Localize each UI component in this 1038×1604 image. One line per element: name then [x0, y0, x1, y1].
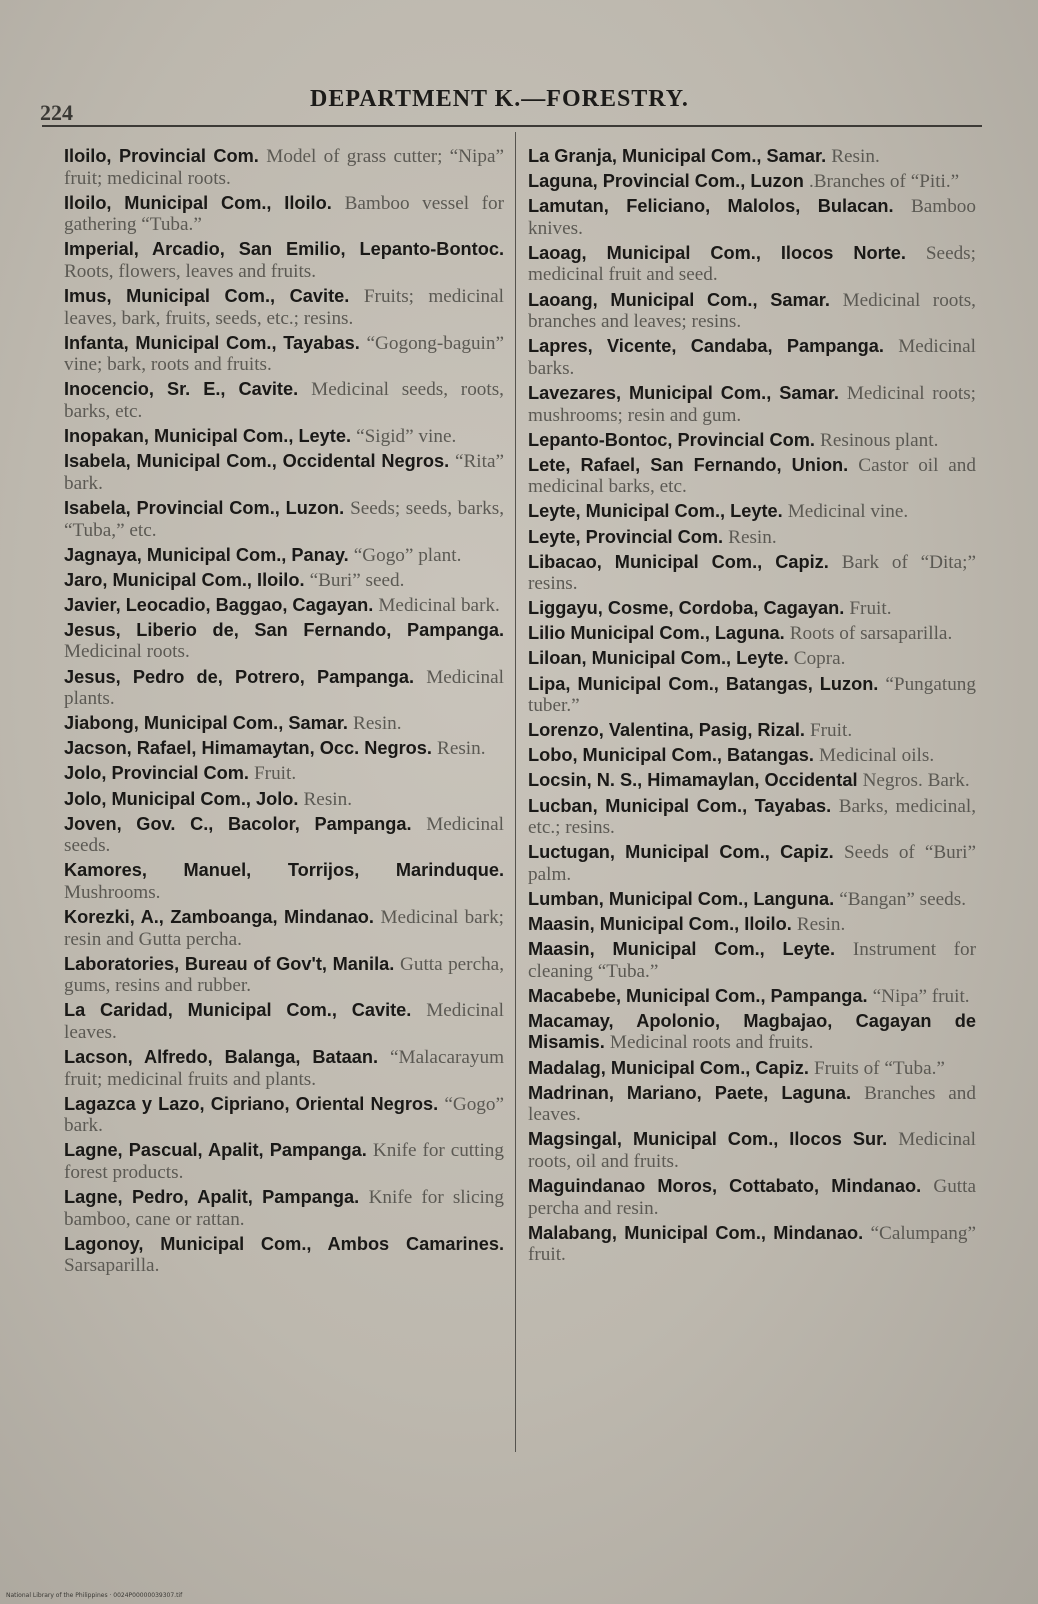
entry-description: Resin. [831, 146, 880, 167]
index-entry [64, 146, 504, 189]
entry-description: Medicinal seeds. [64, 813, 504, 857]
entry-name: Laboratories, Bureau of Gov't, Manila. [64, 953, 395, 974]
entry-name: Jiabong, Municipal Com., Samar. [64, 713, 348, 734]
index-entry [64, 1000, 504, 1043]
entry-description: Barks, medicinal, etc.; resins. [528, 795, 976, 839]
entry-description: Medicinal seeds, roots, barks, etc. [64, 379, 504, 423]
index-entry [64, 239, 504, 282]
entry-name: Locsin, N. S., Himamaylan, Occidental [528, 770, 858, 791]
index-entry [528, 1058, 976, 1080]
entry-name: Lilio Municipal Com., Laguna. [528, 623, 785, 644]
entry-name: Macamay, Apolonio, Magbajao, Cagayan de Misamis. [528, 1010, 976, 1053]
entry-name: Lavezares, Municipal Com., Samar. [528, 382, 839, 403]
entry-description: Fruit. [810, 720, 853, 742]
index-entry [528, 939, 976, 982]
entry-description: Mushrooms. [64, 881, 161, 903]
entry-name: Liggayu, Cosme, Cordoba, Cagayan. [528, 598, 845, 619]
index-entry [64, 860, 504, 903]
entry-name: Inopakan, Municipal Com., Leyte. [64, 426, 352, 447]
entry-description: “Bangan” seeds. [839, 888, 967, 910]
index-entry [528, 171, 976, 193]
entry-name: Isabela, Provincial Com., Luzon. [64, 497, 345, 518]
index-entry [64, 426, 504, 448]
index-entry [64, 595, 504, 617]
entry-name: Laoag, Municipal Com., Ilocos Norte. [528, 242, 906, 263]
index-entry [64, 713, 504, 735]
entry-name: Madrinan, Mariano, Paete, Laguna. [528, 1082, 852, 1103]
entry-name: Jacson, Rafael, Himamaytan, Occ. Negros. [64, 738, 432, 759]
index-entry [528, 552, 976, 595]
entry-name: Jolo, Municipal Com., Jolo. [64, 788, 299, 809]
entry-description: Fruit. [254, 763, 297, 785]
entry-description: “Gogong-baguin” vine; bark, roots and fruits. [64, 332, 505, 376]
entry-description: “Malacarayum fruit; medicinal fruits and plants. [64, 1047, 504, 1090]
entry-description: Medicinal oils. [819, 745, 935, 767]
entry-name: Leyte, Municipal Com., Leyte. [528, 501, 783, 522]
index-entry [64, 545, 504, 567]
entry-description: Model of grass cutter; “Nipa” fruit; medicinal roots. [64, 146, 504, 189]
entry-description: “Pungatung tuber.” [528, 673, 976, 717]
entry-description: Fruits of “Tuba.” [814, 1057, 945, 1079]
running-title: DEPARTMENT K.—FORESTRY. [310, 86, 689, 112]
entry-description: Medicinal roots. [64, 641, 190, 663]
index-entry [528, 243, 976, 286]
entry-description: “Sigid” vine. [356, 426, 457, 448]
index-entry [528, 1176, 976, 1219]
entry-description: Bamboo vessel for gathering “Tuba.” [64, 192, 504, 236]
entry-description: Seeds; seeds, barks, “Tuba,” etc. [64, 497, 504, 541]
index-entry [528, 914, 976, 936]
entry-name: Laguna, Provincial Com., Luzon [528, 171, 804, 192]
entry-description: “Nipa” fruit. [872, 985, 970, 1007]
index-entry [528, 720, 976, 742]
index-entry [528, 290, 976, 333]
entry-name: La Caridad, Municipal Com., Cavite. [64, 1000, 412, 1021]
index-entry [64, 193, 504, 236]
entry-name: Lamutan, Feliciano, Malolos, Bulacan. [528, 196, 894, 217]
entry-name: Lapres, Vicente, Candaba, Pampanga. [528, 336, 884, 357]
entry-description: Branches and leaves. [528, 1082, 976, 1126]
entry-name: Imperial, Arcadio, San Emilio, Lepanto-Bontoc. [64, 239, 504, 260]
entry-name: Jolo, Provincial Com. [64, 763, 249, 784]
index-entry [528, 598, 976, 620]
entry-name: Korezki, A., Zamboanga, Mindanao. [64, 907, 374, 927]
index-entry [528, 674, 976, 717]
entry-name: Lepanto-Bontoc, Provincial Com. [528, 429, 815, 450]
entry-name: Iloilo, Municipal Com., Iloilo. [64, 192, 332, 213]
entry-description: Medicinal bark. [378, 594, 500, 616]
entry-description: Resinous plant. [820, 429, 939, 451]
entry-name: Imus, Municipal Com., Cavite. [64, 286, 350, 307]
index-entry [64, 333, 504, 376]
entry-name: Macabebe, Municipal Com., Pampanga. [528, 985, 868, 1006]
index-entry [528, 336, 976, 379]
entry-description: Sarsaparilla. [64, 1255, 160, 1277]
entry-description: “Calumpang” fruit. [528, 1222, 976, 1266]
entry-description: Medicinal roots and fruits. [609, 1032, 814, 1054]
entry-description: Negros. Bark. [862, 770, 970, 792]
index-entry [64, 814, 504, 857]
index-entry [528, 623, 976, 645]
entry-description: Roots, flowers, leaves and fruits. [64, 260, 317, 282]
entry-name: Infanta, Municipal Com., Tayabas. [64, 332, 360, 353]
entry-description: Resin. [437, 738, 486, 760]
entry-description: Medicinal plants. [64, 666, 504, 710]
entry-name: Lagne, Pascual, Apalit, Pampanga. [64, 1140, 367, 1161]
scan-credit: National Library of the Philippines · 0024P00000039307.tif [6, 1592, 183, 1599]
column-divider [515, 132, 516, 1452]
index-entry [64, 286, 504, 329]
index-entry [528, 986, 976, 1008]
entry-description: “Rita” bark. [64, 451, 504, 494]
entry-name: Lipa, Municipal Com., Batangas, Luzon. [528, 673, 879, 694]
index-entry [528, 1083, 976, 1126]
entry-name: Inocencio, Sr. E., Cavite. [64, 379, 299, 400]
page-number: 224 [40, 100, 73, 125]
entry-description: Medicinal barks. [528, 336, 976, 379]
entry-description: Seeds; medicinal fruit and seed. [528, 242, 976, 286]
index-entry [528, 648, 976, 670]
entry-name: Lorenzo, Valentina, Pasig, Rizal. [528, 720, 805, 741]
entry-name: Maasin, Municipal Com., Iloilo. [528, 914, 792, 934]
index-entry [64, 1234, 504, 1277]
entry-description: Medicinal leaves. [64, 1000, 504, 1043]
index-entry [528, 889, 976, 911]
index-entry [64, 1094, 504, 1137]
entry-name: Jagnaya, Municipal Com., Panay. [64, 544, 349, 565]
entry-description: “Gogo” plant. [353, 544, 462, 566]
entry-name: Iloilo, Provincial Com. [64, 146, 259, 166]
entry-name: Lagazca y Lazo, Cipriano, Oriental Negros. [64, 1093, 439, 1114]
entry-description: Medicinal roots, oil and fruits. [528, 1129, 976, 1172]
entry-description: Bamboo knives. [528, 196, 976, 239]
entry-description: Medicinal roots, branches and leaves; resins. [528, 289, 976, 333]
index-entry [528, 1129, 976, 1172]
entry-name: Lete, Rafael, San Fernando, Union. [528, 454, 849, 475]
index-entry [528, 842, 976, 885]
entry-description: Seeds of “Buri” palm. [528, 842, 976, 885]
entry-description: Instrument for cleaning “Tuba.” [528, 939, 976, 982]
entry-name: Lobo, Municipal Com., Batangas. [528, 745, 814, 766]
entry-description: Fruits; medicinal leaves, bark, fruits, seeds, etc.; resins. [64, 286, 504, 329]
entry-description: Medicinal bark; resin and Gutta percha. [64, 907, 504, 950]
entry-name: La Granja, Municipal Com., Samar. [528, 146, 827, 166]
entry-description: Bark of “Dita;” resins. [528, 551, 976, 595]
entry-name: Javier, Leocadio, Baggao, Cagayan. [64, 594, 374, 615]
entry-name: Liloan, Municipal Com., Leyte. [528, 648, 789, 669]
entry-description: .Branches of “Piti.” [808, 171, 960, 193]
index-entry [64, 667, 504, 710]
index-entry [64, 451, 504, 494]
index-entry [64, 763, 504, 785]
entry-name: Lagonoy, Municipal Com., Ambos Camarines. [64, 1233, 504, 1254]
entry-description: “Buri” seed. [309, 569, 405, 591]
entry-description: Medicinal roots; mushrooms; resin and gum. [528, 382, 977, 426]
entry-name: Lumban, Municipal Com., Languna. [528, 888, 835, 909]
entry-name: Isabela, Municipal Com., Occidental Negros. [64, 451, 450, 472]
entry-name: Jesus, Liberio de, San Fernando, Pampanga. [64, 619, 504, 640]
entry-name: Libacao, Municipal Com., Capiz. [528, 551, 829, 572]
entry-description: Fruit. [849, 598, 892, 620]
entry-description: Copra. [793, 648, 846, 670]
index-entry [64, 907, 504, 950]
index-entry [528, 196, 976, 239]
index-entry [64, 1187, 504, 1230]
entry-name: Lacson, Alfredo, Balanga, Bataan. [64, 1047, 379, 1068]
index-entry [64, 498, 504, 541]
entry-description: Resin. [353, 713, 402, 735]
index-entry [528, 745, 976, 767]
index-entry [528, 455, 976, 498]
index-entry [528, 501, 976, 523]
index-entry [528, 527, 976, 549]
index-entry [64, 620, 504, 663]
entry-name: Lucban, Municipal Com., Tayabas. [528, 795, 832, 816]
header-rule [42, 125, 982, 127]
index-entry [64, 379, 504, 422]
entry-name: Leyte, Provincial Com. [528, 526, 724, 547]
entry-name: Maguindanao Moros, Cottabato, Mindanao. [528, 1176, 922, 1197]
entry-description: Castor oil and medicinal barks, etc. [528, 454, 976, 498]
index-entry [528, 1223, 976, 1266]
right-column [528, 146, 976, 1269]
entry-name: Joven, Gov. C., Bacolor, Pampanga. [64, 813, 412, 834]
entry-description: Resin. [796, 914, 846, 935]
index-entry [64, 738, 504, 760]
index-entry [64, 570, 504, 592]
entry-description: Knife for cutting forest products. [64, 1140, 504, 1184]
entry-name: Jesus, Pedro de, Potrero, Pampanga. [64, 666, 414, 687]
entry-name: Jaro, Municipal Com., Iloilo. [64, 569, 305, 590]
index-entry [528, 430, 976, 452]
entry-name: Laoang, Municipal Com., Samar. [528, 289, 830, 310]
index-entry [64, 1140, 504, 1183]
entry-name: Magsingal, Municipal Com., Ilocos Sur. [528, 1129, 888, 1150]
index-entry [64, 954, 504, 997]
index-entry [528, 1011, 976, 1054]
entry-name: Luctugan, Municipal Com., Capiz. [528, 842, 834, 863]
index-entry [64, 789, 504, 811]
entry-name: Madalag, Municipal Com., Capiz. [528, 1057, 809, 1078]
index-entry [528, 770, 976, 792]
index-entry [528, 146, 976, 168]
entry-name: Malabang, Municipal Com., Mindanao. [528, 1222, 864, 1243]
index-entry [528, 796, 976, 839]
entry-description: Knife for slicing bamboo, cane or rattan. [64, 1187, 504, 1230]
page-header [40, 86, 1000, 125]
entry-description: “Gogo” bark. [64, 1093, 504, 1137]
entry-description: Gutta percha and resin. [528, 1176, 976, 1219]
entry-name: Kamores, Manuel, Torrijos, Marinduque. [64, 860, 504, 881]
index-entry [528, 383, 976, 426]
entry-name: Maasin, Municipal Com., Leyte. [528, 939, 836, 960]
left-column [64, 146, 504, 1281]
entry-description: Roots of sarsaparilla. [789, 623, 953, 645]
entry-description: Gutta percha, gums, resins and rubber. [64, 953, 504, 997]
entry-description: Resin. [303, 788, 353, 810]
entry-description: Medicinal vine. [787, 501, 909, 523]
entry-description: Resin. [728, 526, 777, 548]
entry-name: Lagne, Pedro, Apalit, Pampanga. [64, 1187, 360, 1208]
index-entry [64, 1047, 504, 1090]
